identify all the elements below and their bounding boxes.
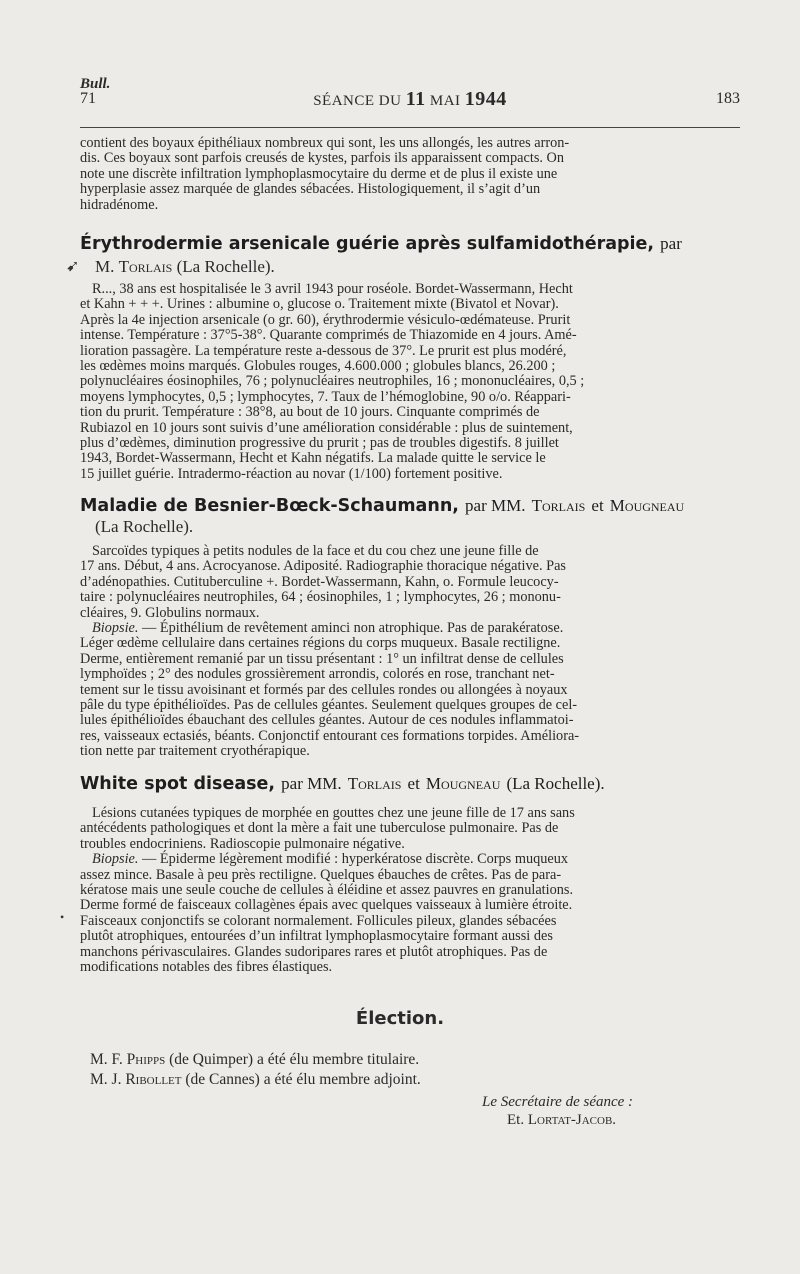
author-name: Torlais xyxy=(347,774,402,793)
member-text: (de Cannes) a été élu membre adjoint. xyxy=(185,1071,421,1088)
author-name: Mougneau xyxy=(425,774,501,793)
text-line: 1943, Bordet-Wassermann, Hecht et Kahn négatifs. La malade quitte le service le xyxy=(80,450,546,467)
text-line: cléaires, 9. Globulins normaux. xyxy=(80,604,260,621)
member-text: (de Quimper) a été élu membre titulaire. xyxy=(169,1051,420,1068)
election-member-2 xyxy=(90,1070,421,1089)
session-day: 11 xyxy=(405,88,426,110)
text-line: Léger œdème cellulaire dans certaines régions du corps muqueux. Basale rectiligne. xyxy=(80,635,561,652)
member-prefix: M. F. xyxy=(90,1051,123,1068)
section-author xyxy=(95,256,275,278)
text-line: 17 ans. Début, 4 ans. Acrocyanose. Adiposité. Radiographie thoracique négative. Pas xyxy=(80,558,566,575)
text-line: 15 juillet guérie. Intradermo-réaction au novar (1/100) fortement positive. xyxy=(80,465,503,482)
member-name: Ribollet xyxy=(125,1071,182,1088)
title-par: par xyxy=(660,234,682,253)
biopsy-text: — Épiderme légèrement modifié : hyperkératose discrète. Corps muqueux xyxy=(138,851,569,868)
text-line: tement sur le tissu avoisinant et formés par des cellules rondes ou allongées à noyaux xyxy=(80,681,568,698)
text-line: Sarcoïdes typiques à petits nodules de la face et du cou chez une jeune fille de xyxy=(92,543,539,559)
text-line: Après la 4e injection arsenicale (o gr. 60), érythrodermie vésiculo-œdémateuse. Prurit xyxy=(80,311,571,328)
text-line: Faisceaux conjonctifs se colorant normalement. Follicules pileux, glandes sébacées xyxy=(80,912,557,929)
margin-mark-icon: ➹ xyxy=(66,258,80,275)
text-line: kératose mais une seule couche de cellules à éléidine et assez pauvres en granulations. xyxy=(80,882,574,899)
intro-paragraph xyxy=(80,136,740,213)
header-rule xyxy=(80,127,740,128)
signature-name: Lortat-Jacob. xyxy=(527,1112,617,1128)
session-date xyxy=(80,88,740,111)
bulletin-label: Bull. xyxy=(80,76,111,92)
session-month: MAI xyxy=(429,93,461,109)
section-title-besnier xyxy=(80,494,750,518)
text-line: pâle du type épithélioïdes. Pas de cellules géantes. Seulement quelques groupes de cel- xyxy=(80,697,578,714)
text-line: Derme formé de faisceaux collagènes épais avec quelques vaisseaux à lumière étroite. xyxy=(80,897,573,914)
section-author-place: (La Rochelle). xyxy=(95,517,194,536)
author-name: Mougneau xyxy=(609,496,685,515)
biopsy-label: Biopsie. xyxy=(92,851,139,868)
session-year: 1944 xyxy=(464,88,507,110)
text-line: contient des boyaux épithéliaux nombreux qui sont, les uns allongés, les autres arron- xyxy=(80,135,570,151)
text-line: res, vaisseaux ectasiés, béants. Conjonctif entourant ces formations torpides. Améliora- xyxy=(80,727,580,744)
volume-number: 71 xyxy=(80,90,96,107)
text-line: Derme, entièrement remanié par un tissu présentant : 1° un infiltrat dense de cellules xyxy=(80,650,564,667)
title-text: White spot disease, xyxy=(80,774,276,794)
author-name: Torlais xyxy=(531,496,586,515)
section2-body xyxy=(80,544,740,760)
author-place: (La Rochelle). xyxy=(176,257,275,276)
member-prefix: M. J. xyxy=(90,1071,122,1088)
text-line: lioration passagère. La température reste a-dessous de 37°. Le prurit est plus modéré, xyxy=(80,342,567,359)
text-line: Lésions cutanées typiques de morphée en gouttes chez une jeune fille de 17 ans sans xyxy=(92,805,575,821)
text-line: troubles endocriniens. Radioscopie pulmonaire négative. xyxy=(80,835,405,852)
text-line: polynucléaires éosinophiles, 76 ; polynucléaires neutrophiles, 16 ; mononucléaires, 0,5 ; xyxy=(80,373,585,390)
text-line: tion du prurit. Température : 38°8, au bout de 10 jours. Cinquante comprimés de xyxy=(80,404,540,421)
title-text: Érythrodermie arsenicale guérie après sulfamidothérapie, xyxy=(80,234,655,254)
running-header xyxy=(80,88,740,114)
text-line: assez mince. Basale à peu près rectiligne. Quelques ébauches de crêtes. Pas de para- xyxy=(80,866,562,883)
title-and: et xyxy=(407,774,420,793)
text-line: lules épithélioïdes ébauchant des cellules géantes. Autour de ces nodules inflammatoi- xyxy=(80,712,574,729)
election-member-1 xyxy=(90,1050,419,1069)
member-name: Phipps xyxy=(126,1051,166,1068)
session-prefix: SÉANCE DU xyxy=(313,93,402,109)
text-line: hidradénome. xyxy=(80,196,159,213)
title-and: et xyxy=(591,496,604,515)
biopsy-text: — Épithélium de revêtement aminci non atrophique. Pas de parakératose. xyxy=(138,620,564,637)
text-line: les œdèmes moins marqués. Globules rouges, 4.600.000 ; globules blancs, 26.200 ; xyxy=(80,358,556,375)
text-line: lymphoïdes ; 2° des nodules grossièrement arrondis, colorés en rose, tranchant net- xyxy=(80,666,555,683)
signature xyxy=(507,1112,616,1129)
section-title-white-spot xyxy=(80,772,750,796)
text-line: plus d’œdèmes, diminution progressive du prurit ; pas de troubles digestifs. 8 juillet xyxy=(80,435,559,452)
signature-role: Le Secrétaire de séance : xyxy=(482,1094,634,1110)
text-line: antécédents pathologiques et dont la mère a fait une tuberculose pulmonaire. Pas de xyxy=(80,820,559,837)
biopsy-line xyxy=(80,621,740,636)
author-prefix: M. xyxy=(95,257,115,276)
text-line: manchons périvasculaires. Glandes sudoripares rares et plutôt atrophiques. Pas de xyxy=(80,943,548,960)
text-line: moyens lymphocytes, 0,5 ; lymphocytes, 7. Taux de l’hémoglobine, 90 o/o. Réappari- xyxy=(80,388,571,405)
election-heading: Élection. xyxy=(355,1008,445,1029)
section-title-erythrodermie xyxy=(80,232,750,256)
text-line: et Kahn + + +. Urines : albumine o, glucose o. Traitement mixte (Bivatol et Novar). xyxy=(80,296,559,313)
title-par: par MM. xyxy=(281,774,342,793)
text-line: tion nette par traitement cryothérapique. xyxy=(80,743,310,760)
text-line: hyperplasie assez marquée de glandes sébacées. Histologiquement, il s’agit d’un xyxy=(80,181,541,198)
text-line: modifications notables des fibres élastiques. xyxy=(80,959,333,976)
text-line: note une discrète infiltration lymphoplasmocytaire du derme et de plus il existe une xyxy=(80,165,558,182)
biopsy-line xyxy=(80,852,740,867)
biopsy-label: Biopsie. xyxy=(92,620,139,637)
text-line: taire : polynucléaires neutrophiles, 64 ; éosinophiles, 1 ; lymphocytes, 26 ; mononu- xyxy=(80,589,561,606)
text-line: R..., 38 ans est hospitalisée le 3 avril 1943 pour roséole. Bordet-Wassermann, Hecht xyxy=(92,281,573,297)
title-text: Maladie de Besnier-Bœck-Schaumann, xyxy=(80,496,459,516)
text-line: intense. Température : 37°5-38°. Quarante comprimés de Thiazomide en 4 jours. Amé- xyxy=(80,327,577,344)
margin-dot-icon: • xyxy=(60,910,65,924)
title-par: par MM. xyxy=(465,496,526,515)
section3-body xyxy=(80,806,740,975)
page-number: 183 xyxy=(716,90,740,107)
author-name: Torlais xyxy=(118,257,173,276)
text-line: Rubiazol en 10 jours sont suivis d’une amélioration considérable : plus de suintement, xyxy=(80,419,573,436)
author-place: (La Rochelle). xyxy=(506,774,605,793)
signature-prefix: Et. xyxy=(507,1112,525,1128)
text-line: plutôt atrophiques, entourées d’un infiltrat lymphoplasmocytaire formant aussi des xyxy=(80,928,553,945)
text-line: dis. Ces boyaux sont parfois creusés de kystes, parfois ils apparaissent compacts. On xyxy=(80,150,565,167)
section1-body xyxy=(80,282,740,482)
text-line: d’adénopathies. Cutituberculine +. Bordet-Wassermann, Kahn, o. Formule leucocy- xyxy=(80,573,559,590)
